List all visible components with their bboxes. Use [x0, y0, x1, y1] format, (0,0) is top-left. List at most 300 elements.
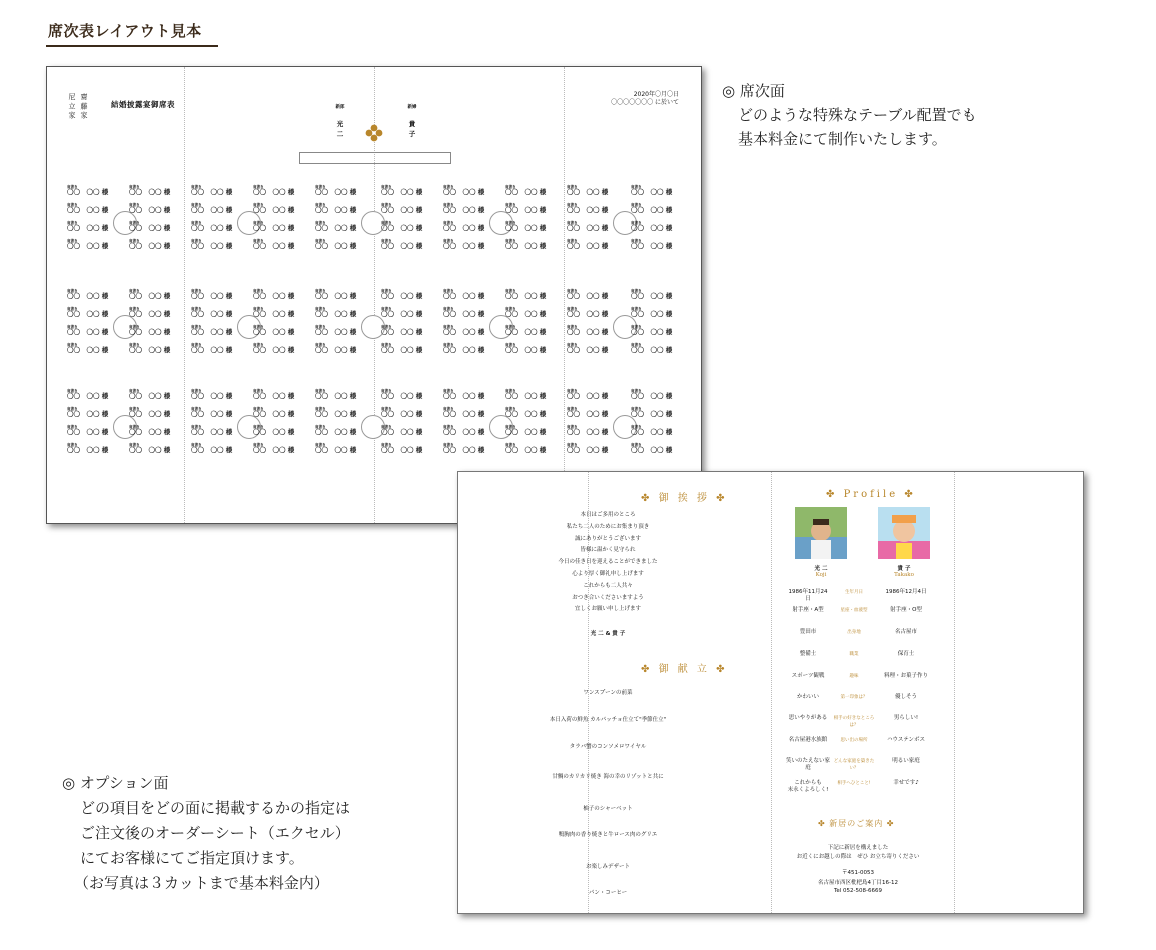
guest-name: 〇〇 〇〇 様 [67, 410, 109, 418]
guest-title: 肩書き [67, 307, 78, 311]
caption-option-line2: ご注文後のオーダーシート（エクセル） [80, 824, 350, 842]
guest-name: 〇〇 〇〇 様 [191, 346, 233, 354]
guest-title: 肩書き [253, 307, 264, 311]
profile-groom-value: これからも 末永くよろしく! [787, 780, 829, 793]
guest-name: 〇〇 〇〇 様 [505, 242, 547, 250]
guest-entry [505, 343, 546, 354]
guest-name: 〇〇 〇〇 様 [129, 446, 171, 454]
guest-entry [315, 221, 356, 232]
guest-name: 〇〇 〇〇 様 [67, 292, 109, 300]
guest-name: 〇〇 〇〇 様 [191, 392, 233, 400]
guest-entry [67, 307, 108, 318]
guest-name: 〇〇 〇〇 様 [315, 428, 357, 436]
guest-title: 肩書き [631, 239, 642, 243]
venue: 〇〇〇〇〇〇〇 に於いて [611, 99, 679, 106]
profile-bride-value: 男らしい! [893, 715, 919, 721]
guest-title: 肩書き [505, 325, 516, 329]
greeting-title: ✤ 御 挨 拶 ✤ [641, 493, 728, 504]
guest-name: 〇〇 〇〇 様 [129, 346, 171, 354]
fold-line [771, 472, 772, 913]
guest-entry [315, 289, 356, 300]
guest-title: 肩書き [253, 203, 264, 207]
guest-name: 〇〇 〇〇 様 [253, 446, 295, 454]
profile-groom-value: 射手座・A型 [792, 607, 824, 613]
guest-entry [443, 185, 484, 196]
guest-entry [67, 289, 108, 300]
guest-title: 肩書き [67, 425, 78, 429]
guest-title: 肩書き [567, 239, 578, 243]
guest-name: 〇〇 〇〇 様 [315, 292, 357, 300]
guest-name: 〇〇 〇〇 様 [567, 446, 609, 454]
profile-title: ✤ Profile ✤ [826, 489, 916, 500]
guest-entry [443, 343, 484, 354]
guest-entry [443, 307, 484, 318]
guest-name: 〇〇 〇〇 様 [567, 206, 609, 214]
guest-entry [253, 343, 294, 354]
profile-groom-value: かわいい [796, 694, 819, 700]
guest-name: 〇〇 〇〇 様 [631, 206, 673, 214]
guest-name: 〇〇 〇〇 様 [505, 292, 547, 300]
guest-name: 〇〇 〇〇 様 [567, 428, 609, 436]
guest-title: 肩書き [67, 185, 78, 189]
guest-name: 〇〇 〇〇 様 [443, 346, 485, 354]
guest-name: 〇〇 〇〇 様 [567, 188, 609, 196]
guest-name: 〇〇 〇〇 様 [631, 346, 673, 354]
guest-title: 肩書き [567, 203, 578, 207]
guest-entry [253, 325, 294, 336]
guest-title: 肩書き [253, 407, 264, 411]
seating-title: 結婚披露宴御席表 [111, 100, 175, 109]
menu-item: パン・コーヒー [588, 890, 628, 896]
guest-name: 〇〇 〇〇 様 [129, 310, 171, 318]
guest-entry [67, 185, 108, 196]
guest-entry [631, 239, 672, 250]
guest-title: 肩書き [129, 343, 140, 347]
guest-entry [129, 203, 170, 214]
guest-name: 〇〇 〇〇 様 [67, 224, 109, 232]
title-underline [46, 45, 218, 47]
guest-entry [67, 343, 108, 354]
profile-groom-value: 名古屋港水族館 [788, 737, 828, 743]
guest-title: 肩書き [191, 307, 202, 311]
guest-name: 〇〇 〇〇 様 [253, 206, 295, 214]
guest-name: 〇〇 〇〇 様 [443, 392, 485, 400]
guest-entry [253, 407, 294, 418]
guest-entry [567, 307, 608, 318]
guest-entry [443, 425, 484, 436]
guest-title: 肩書き [315, 425, 326, 429]
guest-entry [443, 221, 484, 232]
guest-name: 〇〇 〇〇 様 [567, 410, 609, 418]
guest-entry [505, 389, 546, 400]
seating-chart-sheet [46, 66, 702, 524]
guest-entry [67, 443, 108, 454]
guest-title: 肩書き [315, 389, 326, 393]
guest-name: 〇〇 〇〇 様 [129, 206, 171, 214]
guest-entry [631, 221, 672, 232]
profile-label: 相手の好きなところは？ [833, 716, 875, 728]
guest-entry [315, 343, 356, 354]
guest-name: 〇〇 〇〇 様 [67, 310, 109, 318]
guest-title: 肩書き [443, 425, 454, 429]
guest-title: 肩書き [253, 289, 264, 293]
guest-entry [129, 425, 170, 436]
guest-entry [567, 443, 608, 454]
option-sheet [457, 471, 1084, 914]
guest-name: 〇〇 〇〇 様 [191, 292, 233, 300]
guest-title: 肩書き [381, 203, 392, 207]
guest-name: 〇〇 〇〇 様 [505, 206, 547, 214]
guest-name: 〇〇 〇〇 様 [129, 392, 171, 400]
guest-name: 〇〇 〇〇 様 [631, 392, 673, 400]
menu-item: 鴨胸肉の香り焼きと牛ロース肉のグリエ [558, 832, 658, 838]
guest-name: 〇〇 〇〇 様 [67, 446, 109, 454]
guest-title: 肩書き [631, 185, 642, 189]
guest-name: 〇〇 〇〇 様 [505, 310, 547, 318]
guest-name: 〇〇 〇〇 様 [191, 328, 233, 336]
ornament-icon: ✤ [818, 819, 826, 828]
profile-groom-value: 整備士 [799, 651, 817, 657]
guest-name: 〇〇 〇〇 様 [443, 410, 485, 418]
guest-title: 肩書き [505, 443, 516, 447]
guest-title: 肩書き [315, 203, 326, 207]
guest-title: 肩書き [567, 389, 578, 393]
newhome-title: ✤ 新居のご案内 ✤ [818, 819, 895, 828]
guest-entry [443, 239, 484, 250]
guest-title: 肩書き [129, 239, 140, 243]
guest-title: 肩書き [253, 325, 264, 329]
guest-entry [191, 343, 232, 354]
guest-name: 〇〇 〇〇 様 [631, 310, 673, 318]
greeting-line: 私たち二人のためにお集まり頂き [566, 523, 650, 530]
guest-entry [253, 289, 294, 300]
guest-name: 〇〇 〇〇 様 [67, 428, 109, 436]
guest-entry [67, 407, 108, 418]
guest-name: 〇〇 〇〇 様 [191, 428, 233, 436]
guest-name: 〇〇 〇〇 様 [129, 328, 171, 336]
page-title: 席次表レイアウト見本 [48, 22, 202, 40]
guest-name: 〇〇 〇〇 様 [381, 242, 423, 250]
profile-bride-value: 優しそう [894, 694, 917, 700]
guest-name: 〇〇 〇〇 様 [191, 310, 233, 318]
guest-entry [505, 443, 546, 454]
ornament-icon: ✤ [716, 493, 728, 504]
bride-name: 貴 子 [897, 566, 911, 572]
guest-title: 肩書き [315, 325, 326, 329]
guest-title: 肩書き [505, 221, 516, 225]
guest-entry [381, 221, 422, 232]
guest-entry [631, 389, 672, 400]
guest-title: 肩書き [253, 343, 264, 347]
guest-entry [381, 325, 422, 336]
guest-entry [253, 443, 294, 454]
guest-title: 肩書き [67, 203, 78, 207]
guest-title: 肩書き [567, 289, 578, 293]
guest-name: 〇〇 〇〇 様 [505, 446, 547, 454]
guest-entry [505, 221, 546, 232]
caption-seating-head: ◎ 席次面 [722, 82, 785, 100]
groom-name: 光 二 [814, 566, 828, 572]
fold-line [184, 67, 185, 523]
guest-title: 肩書き [191, 203, 202, 207]
guest-title: 肩書き [567, 407, 578, 411]
guest-title: 肩書き [443, 325, 454, 329]
groom-name: 光 二 [336, 120, 344, 138]
guest-entry [567, 325, 608, 336]
guest-title: 肩書き [191, 221, 202, 225]
guest-title: 肩書き [381, 239, 392, 243]
guest-title: 肩書き [381, 407, 392, 411]
guest-name: 〇〇 〇〇 様 [315, 188, 357, 196]
guest-entry [567, 289, 608, 300]
guest-name: 〇〇 〇〇 様 [443, 188, 485, 196]
guest-name: 〇〇 〇〇 様 [315, 446, 357, 454]
profile-bride-value: 保育士 [897, 651, 915, 657]
guest-title: 肩書き [253, 185, 264, 189]
guest-title: 肩書き [381, 389, 392, 393]
guest-title: 肩書き [443, 407, 454, 411]
guest-title: 肩書き [631, 425, 642, 429]
guest-name: 〇〇 〇〇 様 [381, 206, 423, 214]
guest-title: 肩書き [631, 325, 642, 329]
guest-title: 肩書き [443, 203, 454, 207]
guest-title: 肩書き [631, 389, 642, 393]
guest-title: 肩書き [505, 343, 516, 347]
guest-entry [315, 203, 356, 214]
guest-name: 〇〇 〇〇 様 [567, 346, 609, 354]
guest-name: 〇〇 〇〇 様 [567, 224, 609, 232]
guest-title: 肩書き [443, 389, 454, 393]
guest-title: 肩書き [505, 407, 516, 411]
guest-name: 〇〇 〇〇 様 [567, 392, 609, 400]
caption-option-head: ◎ オプション面 [62, 774, 169, 792]
guest-title: 肩書き [381, 185, 392, 189]
bride-block [405, 103, 419, 139]
guest-title: 肩書き [191, 289, 202, 293]
guest-name: 〇〇 〇〇 様 [315, 242, 357, 250]
guest-title: 肩書き [505, 203, 516, 207]
guest-title: 肩書き [567, 443, 578, 447]
guest-entry [381, 343, 422, 354]
guest-name: 〇〇 〇〇 様 [443, 206, 485, 214]
name-box [299, 152, 451, 164]
guest-title: 肩書き [505, 389, 516, 393]
fold-line [564, 67, 565, 523]
guest-title: 肩書き [567, 325, 578, 329]
guest-entry [253, 307, 294, 318]
guest-title: 肩書き [253, 443, 264, 447]
guest-name: 〇〇 〇〇 様 [631, 446, 673, 454]
guest-title: 肩書き [67, 325, 78, 329]
greeting-line: 宜しくお願い申し上げます [574, 606, 642, 613]
profile-bride-value: 1986年12月4日 [885, 589, 927, 595]
guest-entry [191, 203, 232, 214]
host-family-1: 尼 立 家 [68, 93, 76, 119]
guest-title: 肩書き [567, 185, 578, 189]
guest-entry [443, 289, 484, 300]
guest-name: 〇〇 〇〇 様 [315, 206, 357, 214]
profile-label: 第一印象は？ [840, 695, 868, 700]
guest-name: 〇〇 〇〇 様 [505, 428, 547, 436]
guest-entry [129, 325, 170, 336]
profile-label: 職業 [849, 652, 859, 657]
profile-groom-value: 思いやりがある [788, 715, 828, 721]
guest-entry [67, 389, 108, 400]
guest-entry [567, 343, 608, 354]
guest-entry [315, 239, 356, 250]
guest-name: 〇〇 〇〇 様 [505, 410, 547, 418]
newhome-line: お近くにお越しの際は ぜひ お立ち寄りください [796, 854, 920, 860]
guest-entry [567, 389, 608, 400]
guest-entry [129, 407, 170, 418]
guest-entry [191, 407, 232, 418]
guest-name: 〇〇 〇〇 様 [381, 328, 423, 336]
ornament-icon: ✤ [641, 664, 653, 675]
guest-entry [253, 389, 294, 400]
profile-bride-value: ハウステンボス [887, 737, 925, 743]
greeting-line: 今日の佳き日を迎えることができました [558, 559, 658, 566]
guest-title: 肩書き [129, 389, 140, 393]
guest-title: 肩書き [505, 289, 516, 293]
guest-name: 〇〇 〇〇 様 [253, 328, 295, 336]
guest-title: 肩書き [315, 185, 326, 189]
guest-name: 〇〇 〇〇 様 [67, 242, 109, 250]
guest-entry [315, 425, 356, 436]
guest-entry [67, 425, 108, 436]
profile-bride-value: 明るい家庭 [892, 758, 920, 764]
menu-title: ✤ 御 献 立 ✤ [641, 664, 728, 675]
guest-entry [631, 425, 672, 436]
guest-name: 〇〇 〇〇 様 [443, 292, 485, 300]
guest-title: 肩書き [443, 343, 454, 347]
guest-name: 〇〇 〇〇 様 [631, 224, 673, 232]
bride-label: 新婦 [407, 105, 417, 110]
guest-entry [381, 185, 422, 196]
profile-label: 相手へひとこと! [837, 781, 871, 786]
profile-label: 星座・血液型 [840, 608, 868, 613]
guest-name: 〇〇 〇〇 様 [253, 428, 295, 436]
newhome-line: 〒451-0053 [842, 870, 874, 876]
fold-line [954, 472, 955, 913]
guest-title: 肩書き [191, 389, 202, 393]
guest-title: 肩書き [129, 407, 140, 411]
guest-title: 肩書き [631, 289, 642, 293]
guest-name: 〇〇 〇〇 様 [315, 392, 357, 400]
guest-entry [67, 221, 108, 232]
guest-entry [191, 221, 232, 232]
guest-entry [631, 407, 672, 418]
guest-entry [129, 307, 170, 318]
guest-entry [315, 389, 356, 400]
guest-entry [67, 239, 108, 250]
guest-name: 〇〇 〇〇 様 [315, 346, 357, 354]
guest-entry [381, 407, 422, 418]
guest-name: 〇〇 〇〇 様 [67, 392, 109, 400]
guest-title: 肩書き [381, 307, 392, 311]
guest-title: 肩書き [631, 407, 642, 411]
guest-title: 肩書き [191, 443, 202, 447]
guest-name: 〇〇 〇〇 様 [381, 224, 423, 232]
guest-title: 肩書き [67, 221, 78, 225]
guest-title: 肩書き [443, 289, 454, 293]
guest-title: 肩書き [191, 325, 202, 329]
guest-title: 肩書き [315, 307, 326, 311]
guest-title: 肩書き [315, 221, 326, 225]
guest-entry [381, 389, 422, 400]
ornament-icon: ✤ [904, 489, 916, 500]
guest-title: 肩書き [129, 289, 140, 293]
groom-roman: Koji [815, 572, 827, 578]
date-venue [611, 91, 679, 107]
guest-name: 〇〇 〇〇 様 [631, 242, 673, 250]
guest-title: 肩書き [505, 185, 516, 189]
guest-entry [381, 443, 422, 454]
guest-entry [191, 185, 232, 196]
guest-entry [631, 185, 672, 196]
guest-title: 肩書き [315, 239, 326, 243]
profile-bride-value: 料理・お菓子作り [883, 673, 928, 679]
guest-title: 肩書き [315, 343, 326, 347]
newhome-line: 下記に新居を構えました [827, 845, 889, 851]
guest-entry [631, 343, 672, 354]
guest-entry [567, 239, 608, 250]
guest-title: 肩書き [381, 443, 392, 447]
guest-title: 肩書き [381, 425, 392, 429]
guest-title: 肩書き [129, 185, 140, 189]
guest-title: 肩書き [505, 425, 516, 429]
guest-entry [315, 407, 356, 418]
guest-name: 〇〇 〇〇 様 [191, 446, 233, 454]
greeting-line: 本日はご多用のところ [580, 512, 636, 518]
guest-name: 〇〇 〇〇 様 [315, 328, 357, 336]
guest-name: 〇〇 〇〇 様 [253, 188, 295, 196]
guest-name: 〇〇 〇〇 様 [129, 188, 171, 196]
family-crest-icon [365, 124, 383, 142]
guest-title: 肩書き [505, 239, 516, 243]
guest-name: 〇〇 〇〇 様 [67, 346, 109, 354]
guest-name: 〇〇 〇〇 様 [129, 292, 171, 300]
guest-entry [315, 325, 356, 336]
profile-bride-value: 幸せです♪ [893, 780, 919, 786]
guest-title: 肩書き [443, 185, 454, 189]
menu-item: お楽しみデザート [585, 864, 631, 870]
guest-name: 〇〇 〇〇 様 [191, 410, 233, 418]
guest-name: 〇〇 〇〇 様 [67, 188, 109, 196]
guest-title: 肩書き [129, 325, 140, 329]
profile-groom-value: 笑いのたえない家庭 [786, 758, 831, 771]
guest-entry [567, 221, 608, 232]
profile-label: 思い出の場所 [840, 738, 868, 743]
profile-label: 生年月日 [845, 590, 863, 595]
guest-entry [253, 239, 294, 250]
guest-title: 肩書き [67, 239, 78, 243]
guest-name: 〇〇 〇〇 様 [505, 224, 547, 232]
guest-title: 肩書き [567, 221, 578, 225]
guest-entry [381, 289, 422, 300]
guest-entry [443, 443, 484, 454]
greeting-line: 皆様に温かく見守られ [580, 547, 636, 554]
guest-name: 〇〇 〇〇 様 [253, 310, 295, 318]
guest-title: 肩書き [67, 389, 78, 393]
guest-title: 肩書き [631, 443, 642, 447]
guest-entry [381, 203, 422, 214]
guest-entry [129, 185, 170, 196]
guest-name: 〇〇 〇〇 様 [567, 310, 609, 318]
guest-title: 肩書き [253, 239, 264, 243]
guest-entry [505, 239, 546, 250]
guest-name: 〇〇 〇〇 様 [567, 242, 609, 250]
guest-title: 肩書き [631, 203, 642, 207]
